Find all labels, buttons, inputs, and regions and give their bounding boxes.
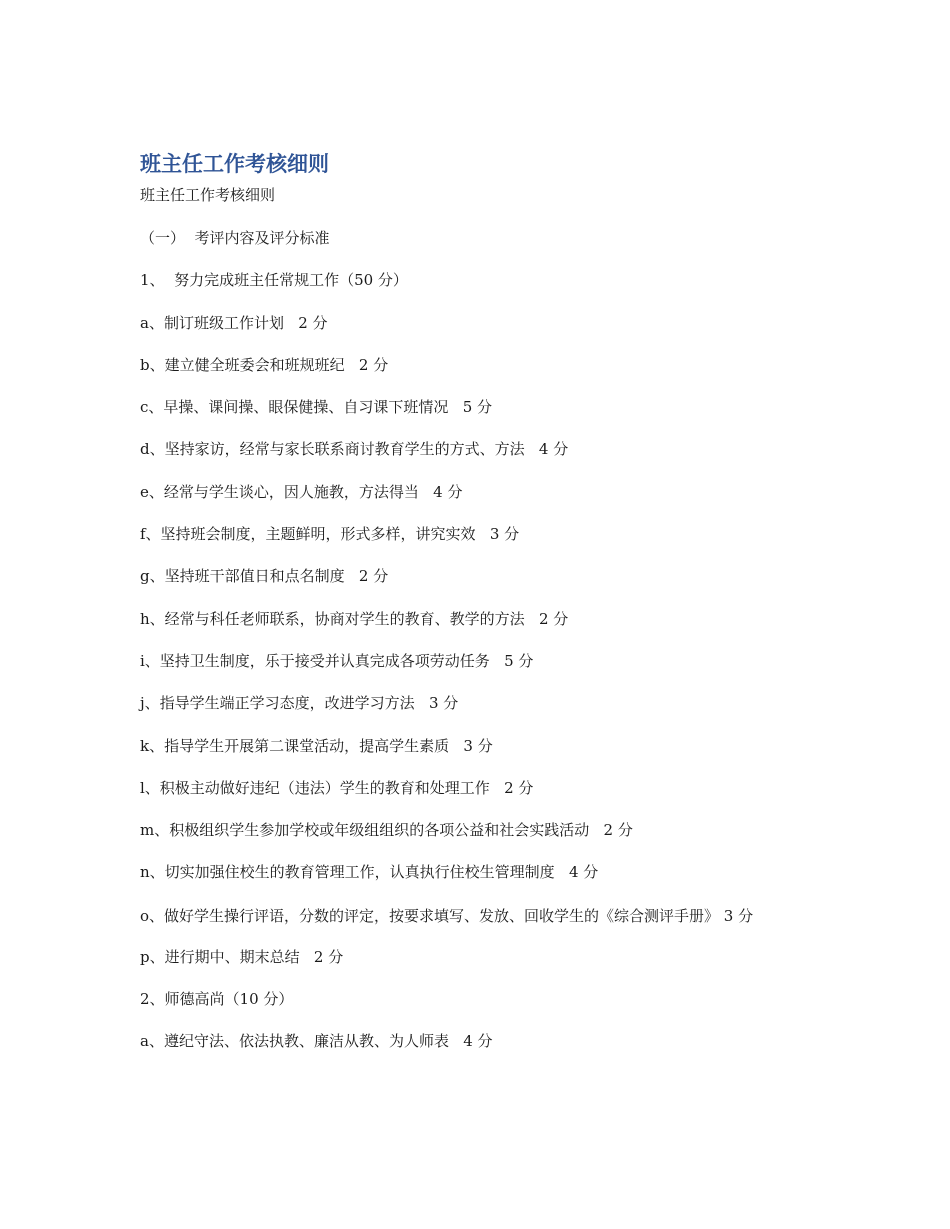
criterion-item: k、指导学生开展第二课堂活动，提高学生素质 3 分: [140, 736, 493, 755]
section-heading: （一） 考评内容及评分标准: [140, 229, 330, 247]
criterion-item: h、经常与科任老师联系，协商对学生的教育、教学的方法 2 分: [140, 609, 569, 628]
criterion-item: g、坚持班干部值日和点名制度 2 分: [140, 567, 389, 586]
criterion-item: l、积极主动做好违纪（违法）学生的教育和处理工作 2 分: [140, 778, 534, 797]
document-subtitle: 班主任工作考核细则: [140, 186, 276, 204]
criterion-item: j、指导学生端正学习态度，改进学习方法 3 分: [140, 694, 459, 713]
criterion-item: e、经常与学生谈心，因人施教，方法得当 4 分: [140, 482, 463, 501]
criterion-item: o、做好学生操行评语，分数的评定，按要求填写、发放、回收学生的《综合测评手册》 3 分: [140, 906, 754, 925]
criterion-item: a、制订班级工作计划 2 分: [140, 313, 328, 332]
category-heading-2: 2、师德高尚（10 分）: [140, 990, 294, 1009]
criterion-item: i、坚持卫生制度，乐于接受并认真完成各项劳动任务 5 分: [140, 651, 534, 670]
criterion-item: d、坚持家访，经常与家长联系商讨教育学生的方式、方法 4 分: [140, 440, 569, 459]
criterion-item: m、积极组织学生参加学校或年级组组织的各项公益和社会实践活动 2 分: [140, 821, 633, 840]
document-title: 班主任工作考核细则: [140, 152, 329, 176]
criterion-item: n、切实加强住校生的教育管理工作，认真执行住校生管理制度 4 分: [140, 863, 599, 882]
criterion-item: b、建立健全班委会和班规班纪 2 分: [140, 355, 389, 374]
document-page: [140, 150, 820, 1072]
criterion-item: p、进行期中、期末总结 2 分: [140, 947, 344, 966]
criterion-item: f、坚持班会制度，主题鲜明，形式多样，讲究实效 3 分: [140, 525, 520, 544]
category-heading-1: 1、 努力完成班主任常规工作（50 分）: [140, 271, 408, 290]
criterion-item: c、早操、课间操、眼保健操、自习课下班情况 5 分: [140, 398, 493, 417]
criterion-item: a、遵纪守法、依法执教、廉洁从教、为人师表 4 分: [140, 1032, 493, 1051]
